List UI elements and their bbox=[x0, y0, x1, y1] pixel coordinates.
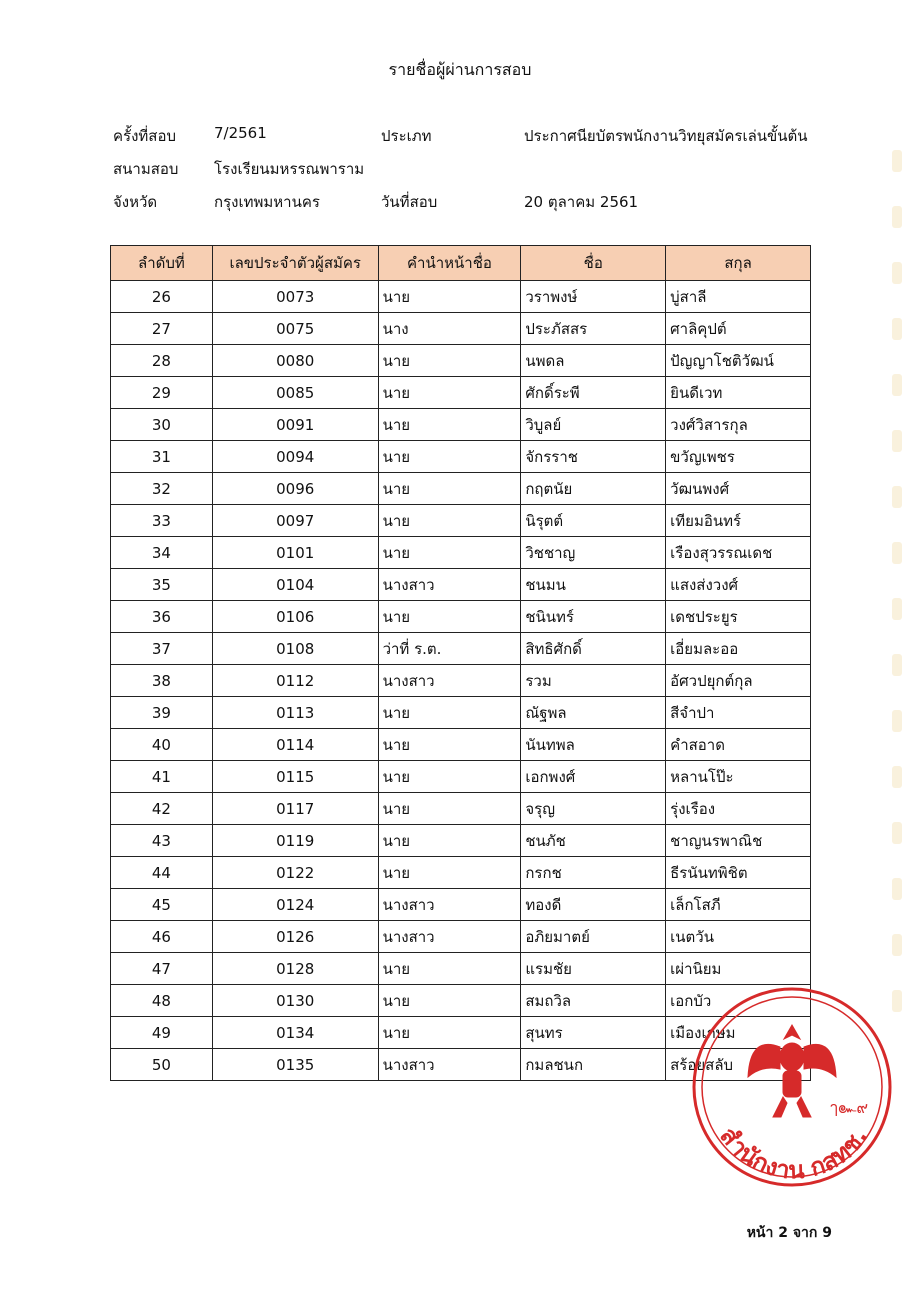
cell-first-name: นันทพล bbox=[521, 729, 666, 761]
table-row bbox=[111, 857, 811, 889]
round-label: ครั้งที่สอบ bbox=[113, 127, 176, 145]
table-row bbox=[111, 409, 811, 441]
province-value: กรุงเทพมหานคร bbox=[214, 193, 320, 211]
cell-order: 50 bbox=[111, 1049, 213, 1081]
cell-prefix: นาย bbox=[378, 441, 521, 473]
cell-order: 47 bbox=[111, 953, 213, 985]
svg-text:ๅ๛๙: ๅ๛๙ bbox=[830, 1098, 869, 1117]
table-row bbox=[111, 729, 811, 761]
header-last-name: สกุล bbox=[666, 246, 811, 281]
cell-applicant-id: 0075 bbox=[212, 313, 378, 345]
cell-first-name: สุนทร bbox=[521, 1017, 666, 1049]
cell-order: 48 bbox=[111, 985, 213, 1017]
cell-applicant-id: 0104 bbox=[212, 569, 378, 601]
cell-applicant-id: 0114 bbox=[212, 729, 378, 761]
cell-applicant-id: 0128 bbox=[212, 953, 378, 985]
cell-prefix: นาย bbox=[378, 825, 521, 857]
cell-last-name: สีจำปา bbox=[666, 697, 811, 729]
cell-order: 26 bbox=[111, 281, 213, 313]
security-watermark bbox=[888, 140, 908, 1040]
cell-prefix: นาย bbox=[378, 1017, 521, 1049]
cell-first-name: สิทธิศักดิ์ bbox=[521, 633, 666, 665]
cell-order: 36 bbox=[111, 601, 213, 633]
cell-prefix: นาง bbox=[378, 313, 521, 345]
cell-first-name: นิรุตต์ bbox=[521, 505, 666, 537]
cell-first-name: ประภัสสร bbox=[521, 313, 666, 345]
cell-applicant-id: 0117 bbox=[212, 793, 378, 825]
cell-applicant-id: 0112 bbox=[212, 665, 378, 697]
cell-prefix: นาย bbox=[378, 601, 521, 633]
cell-first-name: กมลชนก bbox=[521, 1049, 666, 1081]
cell-first-name: วราพงษ์ bbox=[521, 281, 666, 313]
cell-prefix: นาย bbox=[378, 697, 521, 729]
cell-prefix: นาย bbox=[378, 761, 521, 793]
cell-order: 44 bbox=[111, 857, 213, 889]
cell-applicant-id: 0094 bbox=[212, 441, 378, 473]
cell-applicant-id: 0113 bbox=[212, 697, 378, 729]
cell-prefix: นาย bbox=[378, 985, 521, 1017]
cell-last-name: ศาลิคุปต์ bbox=[666, 313, 811, 345]
cell-last-name: วงศ์วิสารกุล bbox=[666, 409, 811, 441]
cell-last-name: เรืองสุวรรณเดช bbox=[666, 537, 811, 569]
cell-order: 27 bbox=[111, 313, 213, 345]
cell-prefix: นาย bbox=[378, 953, 521, 985]
cell-order: 42 bbox=[111, 793, 213, 825]
cell-last-name: บู่สาลี bbox=[666, 281, 811, 313]
table-row bbox=[111, 569, 811, 601]
cell-applicant-id: 0073 bbox=[212, 281, 378, 313]
cell-order: 46 bbox=[111, 921, 213, 953]
cell-last-name: เอกบัว bbox=[666, 985, 811, 1017]
cell-order: 43 bbox=[111, 825, 213, 857]
garuda-icon bbox=[748, 1025, 836, 1117]
cell-applicant-id: 0119 bbox=[212, 825, 378, 857]
cell-applicant-id: 0085 bbox=[212, 377, 378, 409]
type-label: ประเภท bbox=[381, 127, 432, 145]
cell-first-name: วิบูลย์ bbox=[521, 409, 666, 441]
cell-first-name: ชนมน bbox=[521, 569, 666, 601]
page-number: หน้า 2 จาก 9 bbox=[746, 1225, 832, 1241]
cell-first-name: วิชชาญ bbox=[521, 537, 666, 569]
results-table bbox=[110, 245, 811, 1081]
date-value: 20 ตุลาคม 2561 bbox=[524, 193, 639, 211]
header-applicant-id: เลขประจำตัวผู้สมัคร bbox=[212, 246, 378, 281]
cell-applicant-id: 0096 bbox=[212, 473, 378, 505]
table-row bbox=[111, 537, 811, 569]
table-row bbox=[111, 473, 811, 505]
cell-first-name: จรุญ bbox=[521, 793, 666, 825]
table-row bbox=[111, 761, 811, 793]
header-prefix: คำนำหน้าชื่อ bbox=[378, 246, 521, 281]
table-row bbox=[111, 505, 811, 537]
cell-applicant-id: 0130 bbox=[212, 985, 378, 1017]
cell-order: 31 bbox=[111, 441, 213, 473]
cell-order: 29 bbox=[111, 377, 213, 409]
cell-order: 38 bbox=[111, 665, 213, 697]
cell-applicant-id: 0097 bbox=[212, 505, 378, 537]
cell-prefix: นาย bbox=[378, 409, 521, 441]
cell-last-name: เทียมอินทร์ bbox=[666, 505, 811, 537]
table-row bbox=[111, 921, 811, 953]
cell-last-name: ยินดีเวท bbox=[666, 377, 811, 409]
cell-applicant-id: 0124 bbox=[212, 889, 378, 921]
table-row bbox=[111, 281, 811, 313]
cell-order: 30 bbox=[111, 409, 213, 441]
cell-last-name: สร้อยสลับ bbox=[666, 1049, 811, 1081]
official-stamp bbox=[690, 985, 895, 1190]
cell-applicant-id: 0091 bbox=[212, 409, 378, 441]
cell-first-name: จักรราช bbox=[521, 441, 666, 473]
cell-order: 41 bbox=[111, 761, 213, 793]
cell-order: 39 bbox=[111, 697, 213, 729]
cell-prefix: นาย bbox=[378, 505, 521, 537]
venue-label: สนามสอบ bbox=[113, 160, 179, 178]
cell-applicant-id: 0115 bbox=[212, 761, 378, 793]
cell-prefix: นาย bbox=[378, 729, 521, 761]
cell-first-name: ชนภัช bbox=[521, 825, 666, 857]
cell-order: 37 bbox=[111, 633, 213, 665]
cell-prefix: นางสาว bbox=[378, 665, 521, 697]
cell-order: 32 bbox=[111, 473, 213, 505]
table-row bbox=[111, 313, 811, 345]
cell-first-name: แรมชัย bbox=[521, 953, 666, 985]
cell-prefix: นาย bbox=[378, 345, 521, 377]
stamp-text: สำนักงาน กสทช. bbox=[714, 1121, 874, 1185]
round-value: 7/2561 bbox=[214, 124, 267, 142]
cell-last-name: คำสอาด bbox=[666, 729, 811, 761]
cell-last-name: ขวัญเพชร bbox=[666, 441, 811, 473]
cell-first-name: นพดล bbox=[521, 345, 666, 377]
cell-prefix: นาย bbox=[378, 793, 521, 825]
cell-applicant-id: 0122 bbox=[212, 857, 378, 889]
cell-last-name: เล็กโสภี bbox=[666, 889, 811, 921]
table-row bbox=[111, 825, 811, 857]
cell-prefix: นางสาว bbox=[378, 921, 521, 953]
cell-applicant-id: 0135 bbox=[212, 1049, 378, 1081]
cell-first-name: อภิยมาตย์ bbox=[521, 921, 666, 953]
cell-last-name: ปัญญาโชติวัฒน์ bbox=[666, 345, 811, 377]
cell-last-name: ชาญนรพาณิช bbox=[666, 825, 811, 857]
cell-first-name: สมถวิล bbox=[521, 985, 666, 1017]
cell-prefix: นาย bbox=[378, 281, 521, 313]
cell-prefix: นาย bbox=[378, 473, 521, 505]
cell-last-name: รุ่งเรือง bbox=[666, 793, 811, 825]
table-row bbox=[111, 633, 811, 665]
cell-first-name: กรกช bbox=[521, 857, 666, 889]
cell-applicant-id: 0126 bbox=[212, 921, 378, 953]
header-first-name: ชื่อ bbox=[521, 246, 666, 281]
venue-value: โรงเรียนมหรรณพาราม bbox=[214, 160, 365, 178]
cell-last-name: เดชประยูร bbox=[666, 601, 811, 633]
cell-prefix: นาย bbox=[378, 377, 521, 409]
cell-applicant-id: 0101 bbox=[212, 537, 378, 569]
cell-last-name: ธีรนันทพิชิต bbox=[666, 857, 811, 889]
cell-last-name: แสงส่งวงศ์ bbox=[666, 569, 811, 601]
cell-order: 45 bbox=[111, 889, 213, 921]
cell-order: 34 bbox=[111, 537, 213, 569]
cell-applicant-id: 0134 bbox=[212, 1017, 378, 1049]
table-row bbox=[111, 601, 811, 633]
cell-first-name: รวม bbox=[521, 665, 666, 697]
cell-first-name: ทองดี bbox=[521, 889, 666, 921]
cell-order: 28 bbox=[111, 345, 213, 377]
province-label: จังหวัด bbox=[113, 193, 158, 211]
table-row bbox=[111, 697, 811, 729]
cell-last-name: หลานโป๊ะ bbox=[666, 761, 811, 793]
page-title: รายชื่อผู้ผ่านการสอบ bbox=[388, 60, 532, 79]
cell-last-name: เผ่านิยม bbox=[666, 953, 811, 985]
cell-first-name: ชนินทร์ bbox=[521, 601, 666, 633]
cell-prefix: นาย bbox=[378, 857, 521, 889]
cell-first-name: ณัฐพล bbox=[521, 697, 666, 729]
header-order: ลำดับที่ bbox=[111, 246, 213, 281]
table-body bbox=[111, 281, 811, 1081]
table-row bbox=[111, 665, 811, 697]
cell-applicant-id: 0108 bbox=[212, 633, 378, 665]
cell-prefix: นาย bbox=[378, 537, 521, 569]
cell-prefix: นางสาว bbox=[378, 569, 521, 601]
date-label: วันที่สอบ bbox=[381, 193, 438, 211]
table-row bbox=[111, 345, 811, 377]
cell-prefix: นางสาว bbox=[378, 889, 521, 921]
cell-order: 35 bbox=[111, 569, 213, 601]
cell-prefix: นางสาว bbox=[378, 1049, 521, 1081]
table-header-row bbox=[111, 246, 811, 281]
cell-order: 33 bbox=[111, 505, 213, 537]
cell-last-name: เอี่ยมละออ bbox=[666, 633, 811, 665]
cell-first-name: กฤตนัย bbox=[521, 473, 666, 505]
cell-order: 49 bbox=[111, 1017, 213, 1049]
type-value: ประกาศนียบัตรพนักงานวิทยุสมัครเล่นขั้นต้น bbox=[524, 127, 808, 145]
table-row bbox=[111, 953, 811, 985]
cell-prefix: ว่าที่ ร.ต. bbox=[378, 633, 521, 665]
table-row bbox=[111, 889, 811, 921]
cell-last-name: วัฒนพงศ์ bbox=[666, 473, 811, 505]
cell-last-name: อัศวปยุกต์กุล bbox=[666, 665, 811, 697]
table-row bbox=[111, 377, 811, 409]
table-row bbox=[111, 793, 811, 825]
cell-first-name: ศักดิ์ระพี bbox=[521, 377, 666, 409]
cell-last-name: เนตวัน bbox=[666, 921, 811, 953]
cell-applicant-id: 0106 bbox=[212, 601, 378, 633]
cell-order: 40 bbox=[111, 729, 213, 761]
cell-first-name: เอกพงศ์ bbox=[521, 761, 666, 793]
cell-applicant-id: 0080 bbox=[212, 345, 378, 377]
cell-last-name: เมืองเกษม bbox=[666, 1017, 811, 1049]
table-row bbox=[111, 441, 811, 473]
